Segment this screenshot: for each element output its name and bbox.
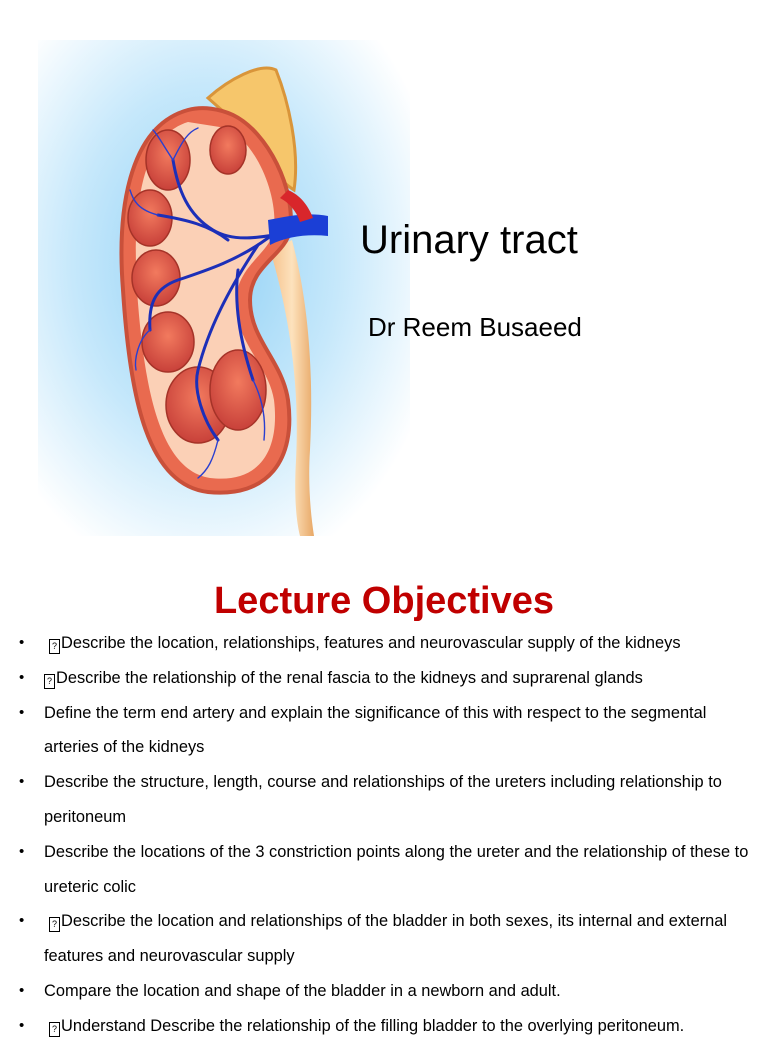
bullet-icon: • [19, 842, 25, 860]
bullet-icon: • [19, 634, 25, 651]
list-item: • Define the term end artery and explain the significance of this with respect to the segmental arteries of the kidneys [0, 696, 768, 766]
missing-glyph-icon: ? [49, 1022, 60, 1037]
bullet-icon: • [19, 703, 25, 721]
list-item: • Describe the structure, length, course and relationships of the ureters including relationship to peritoneum [0, 765, 768, 835]
list-item: • ? Describe the relationship of the renal fascia to the kidneys and suprarenal glands [0, 661, 768, 696]
slide-title: Urinary tract [360, 218, 578, 262]
list-item: • ? Describe the location, relationships, features and neurovascular supply of the kidneys [0, 626, 768, 661]
missing-glyph-icon: ? [49, 917, 60, 932]
bullet-icon: • [19, 1016, 25, 1034]
missing-glyph-icon: ? [49, 639, 60, 654]
list-item: • ? Understand Describe the relationship of the filling bladder to the overlying peritoneum. [0, 1009, 768, 1044]
lecture-objectives [0, 578, 768, 1044]
objectives-list [0, 626, 768, 1044]
bullet-icon: • [19, 981, 25, 999]
kidney-cross-section-icon [38, 40, 410, 536]
objectives-heading: Lecture Objectives [213, 580, 555, 622]
missing-glyph-icon: ? [44, 674, 55, 689]
bullet-icon: • [19, 912, 25, 930]
bullet-icon: • [19, 773, 25, 791]
slide-subtitle: Dr Reem Busaeed [368, 312, 582, 342]
list-item: • Compare the location and shape of the bladder in a newborn and adult. [0, 974, 768, 1009]
bullet-icon: • [19, 668, 25, 686]
list-item: • Describe the locations of the 3 constriction points along the ureter and the relationship of these to ureteric colic [0, 835, 768, 905]
list-item: • ? Describe the location and relationships of the bladder in both sexes, its internal and external features and neurovascular supply [0, 904, 768, 974]
